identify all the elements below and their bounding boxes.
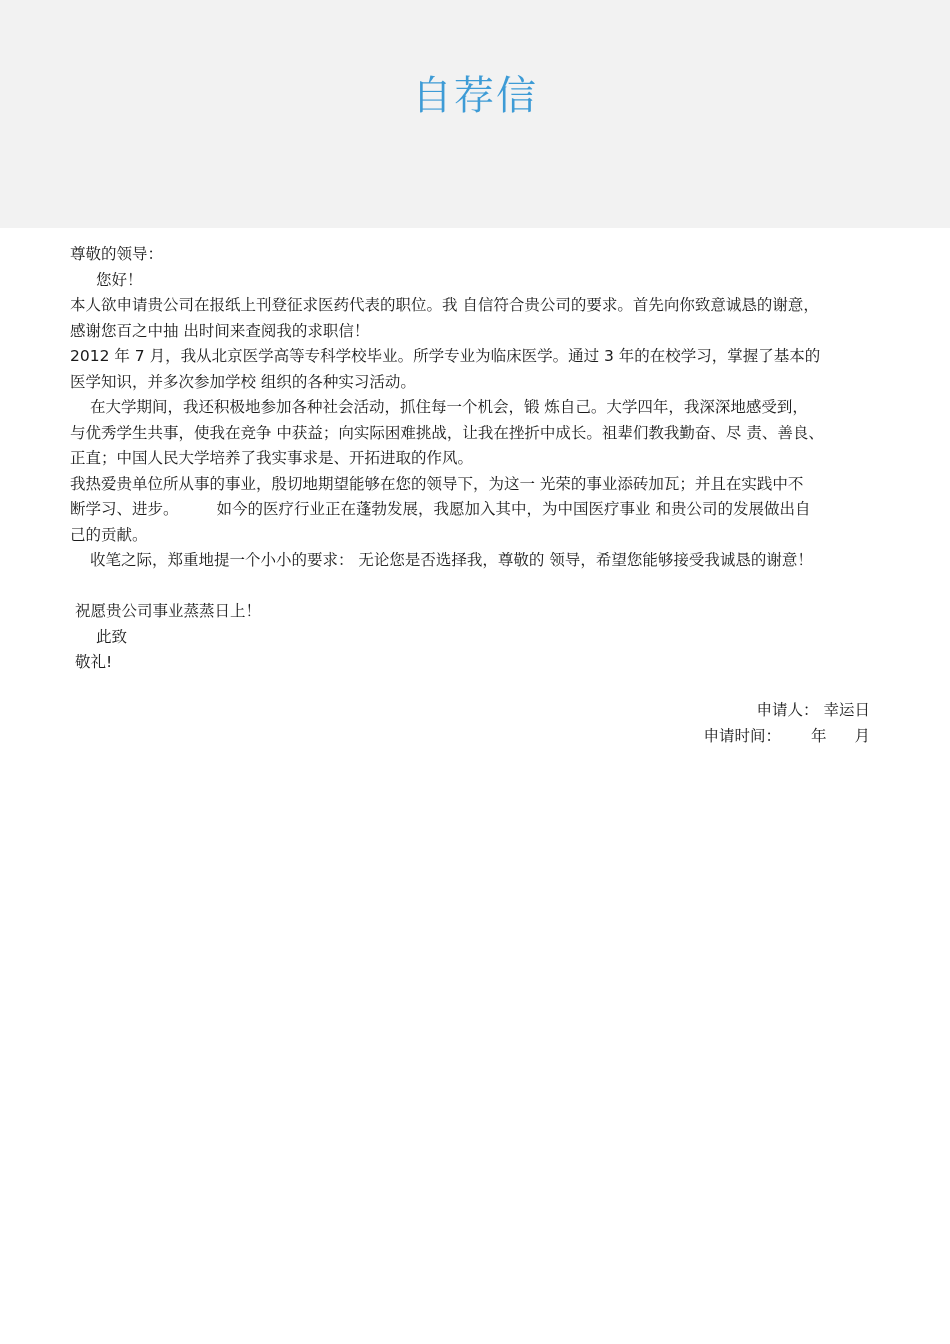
paragraph-line: 收笔之际，郑重地提一个小小的要求： 无论您是否选择我，尊敬的 领导，希望您能够接受我诚恳的谢意！: [90, 551, 813, 569]
paragraph-line: 2012 年 7 月，我从北京医学高等专科学校毕业。所学专业为临床医学。通过 3 年的在校学习，掌握了基本的: [70, 347, 821, 365]
salutation: 尊敬的领导：: [70, 245, 164, 263]
page-title: 自荐信: [412, 73, 538, 119]
header-banner: [0, 0, 950, 228]
paragraph-text: 断学习、进步。: [70, 500, 179, 518]
wish: 祝愿贵公司事业蒸蒸日上！: [75, 602, 262, 620]
signature-block: [703, 698, 870, 749]
greeting: 您好！: [96, 270, 143, 289]
paragraph-text: 如今的医疗行业正在蓬勃发展，我愿加入其中，为中国医疗事业 和贵公司的发展做出自: [216, 500, 811, 518]
date-line: [703, 724, 870, 750]
closing-jingli: 敬礼!: [75, 653, 113, 671]
paragraph-line: 我热爱贵单位所从事的事业，殷切地期望能够在您的领导下，为这一 光荣的事业添砖加瓦；并且在实践中不: [70, 474, 804, 493]
applicant-name: 幸运日: [823, 701, 870, 719]
date-month: 月: [854, 726, 870, 745]
paragraph-line: 本人欲申请贵公司在报纸上刊登征求医药代表的职位。我 自信符合贵公司的要求。首先向你致意诚恳的谢意，: [70, 296, 819, 314]
paragraph-line: 与优秀学生共事，使我在竞争 中获益；向实际困难挑战，让我在挫折中成长。祖辈们教我勤奋、尽 责、善良、: [70, 423, 824, 442]
paragraph-line: 医学知识，并多次参加学校 组织的各种实习活动。: [70, 372, 416, 391]
applicant-label: 申请人：: [756, 701, 819, 719]
paragraph-line: 正直；中国人民大学培养了我实事求是、开拓进取的作风。: [70, 449, 474, 467]
paragraph-line: 己的贡献。: [70, 525, 148, 544]
applicant-line: [703, 698, 870, 724]
paragraph-line: 感谢您百之中抽 出时间来查阅我的求职信！: [70, 321, 370, 340]
paragraph-line: [70, 497, 880, 523]
letter-body: [70, 242, 880, 676]
date-label: 申请时间：: [703, 726, 781, 745]
paragraph-line: 在大学期间，我还积极地参加各种社会活动，抓住每一个机会，锻 炼自己。大学四年，我深深地感受到，: [90, 398, 808, 416]
closing-cizhi: 此致: [96, 627, 128, 646]
date-year: 年: [810, 726, 827, 745]
